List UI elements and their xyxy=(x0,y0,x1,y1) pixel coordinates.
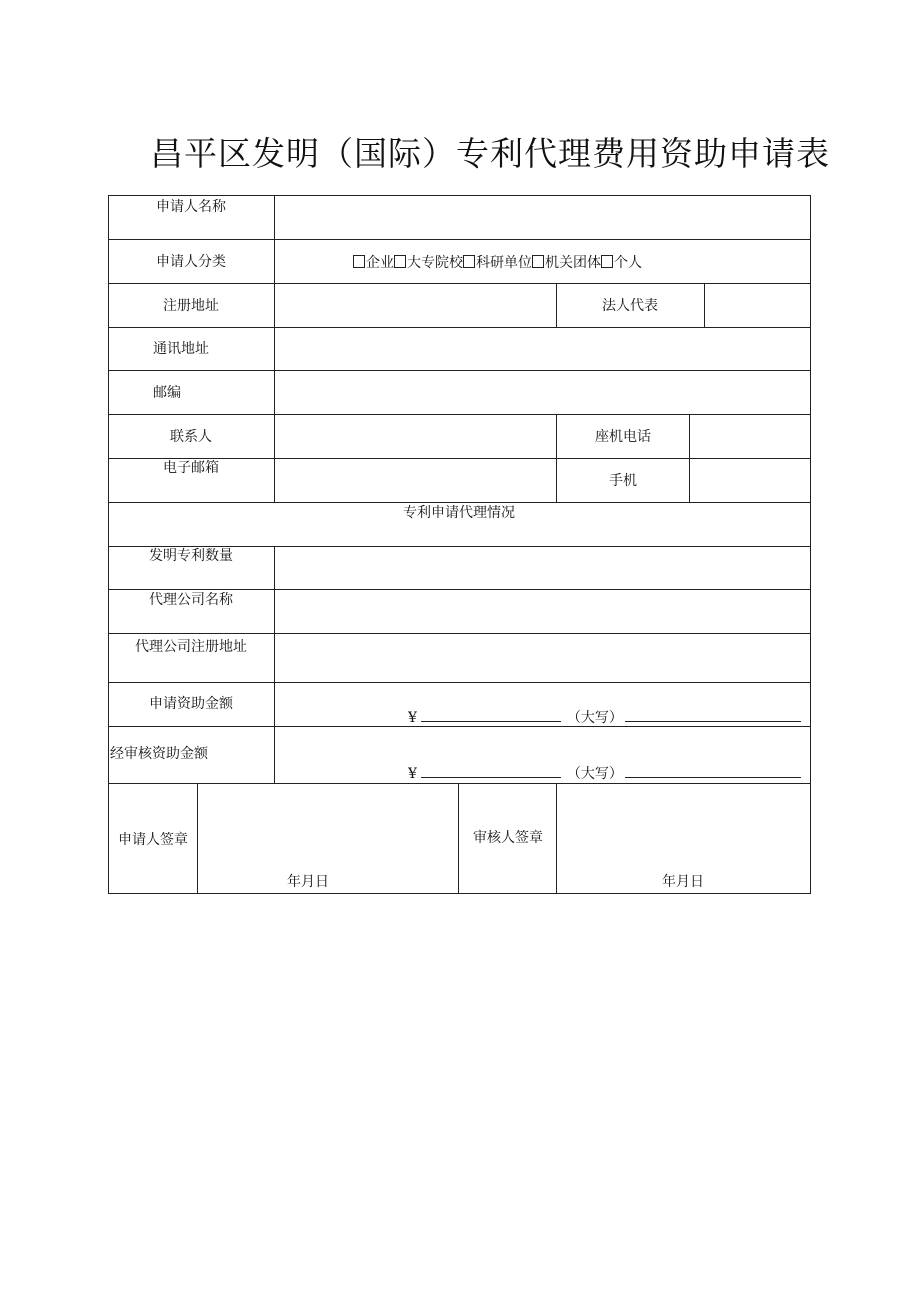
applicant-name-label: 申请人名称 xyxy=(156,199,226,215)
approved-amount-label: 经审核资助金额 xyxy=(110,746,208,762)
applicant-date-label: 年月日 xyxy=(287,874,329,890)
amount-number-field[interactable] xyxy=(421,765,561,778)
page-title: 昌平区发明（国际）专利代理费用资助申请表 xyxy=(150,134,830,173)
invention-patent-count-label: 发明专利数量 xyxy=(149,548,233,564)
checkbox-institution[interactable] xyxy=(532,255,544,268)
applicant-seal-label: 申请人签章 xyxy=(118,832,188,848)
checkbox-enterprise[interactable] xyxy=(353,255,365,268)
category-options xyxy=(353,255,642,270)
applicant-category-label: 申请人分类 xyxy=(156,254,226,270)
email-label: 电子邮箱 xyxy=(163,460,219,476)
checkbox-college[interactable] xyxy=(394,255,406,268)
postcode-label: 邮编 xyxy=(153,385,181,401)
approved-amount-line xyxy=(408,765,801,781)
requested-amount-line xyxy=(408,709,801,725)
currency-symbol: ¥ xyxy=(408,766,417,782)
registered-address-label: 注册地址 xyxy=(163,298,219,314)
checkbox-research[interactable] xyxy=(463,255,475,268)
mobile-label: 手机 xyxy=(609,473,637,489)
requested-amount-label: 申请资助金额 xyxy=(149,696,233,712)
contact-person-label: 联系人 xyxy=(170,429,212,445)
agency-name-label: 代理公司名称 xyxy=(149,592,233,608)
option-college: 大专院校 xyxy=(407,255,463,271)
capital-label: （大写） xyxy=(566,766,623,782)
checkbox-individual[interactable] xyxy=(601,255,613,268)
landline-label: 座机电话 xyxy=(595,429,651,445)
option-research: 科研单位 xyxy=(476,255,532,271)
option-institution: 机关团体 xyxy=(545,255,601,271)
reviewer-seal-label: 审核人签章 xyxy=(473,830,543,846)
amount-capital-field[interactable] xyxy=(625,709,801,722)
option-enterprise: 企业 xyxy=(366,255,394,271)
currency-symbol: ¥ xyxy=(408,710,417,726)
legal-representative-label: 法人代表 xyxy=(602,298,658,314)
agency-registered-address-label: 代理公司注册地址 xyxy=(135,639,247,655)
option-individual: 个人 xyxy=(614,255,642,271)
capital-label: （大写） xyxy=(566,710,623,726)
amount-capital-field[interactable] xyxy=(625,765,801,778)
mailing-address-label: 通讯地址 xyxy=(153,341,209,357)
section-patent-heading: 专利申请代理情况 xyxy=(403,505,515,521)
amount-number-field[interactable] xyxy=(421,709,561,722)
reviewer-date-label: 年月日 xyxy=(662,874,704,890)
application-form xyxy=(108,195,810,893)
